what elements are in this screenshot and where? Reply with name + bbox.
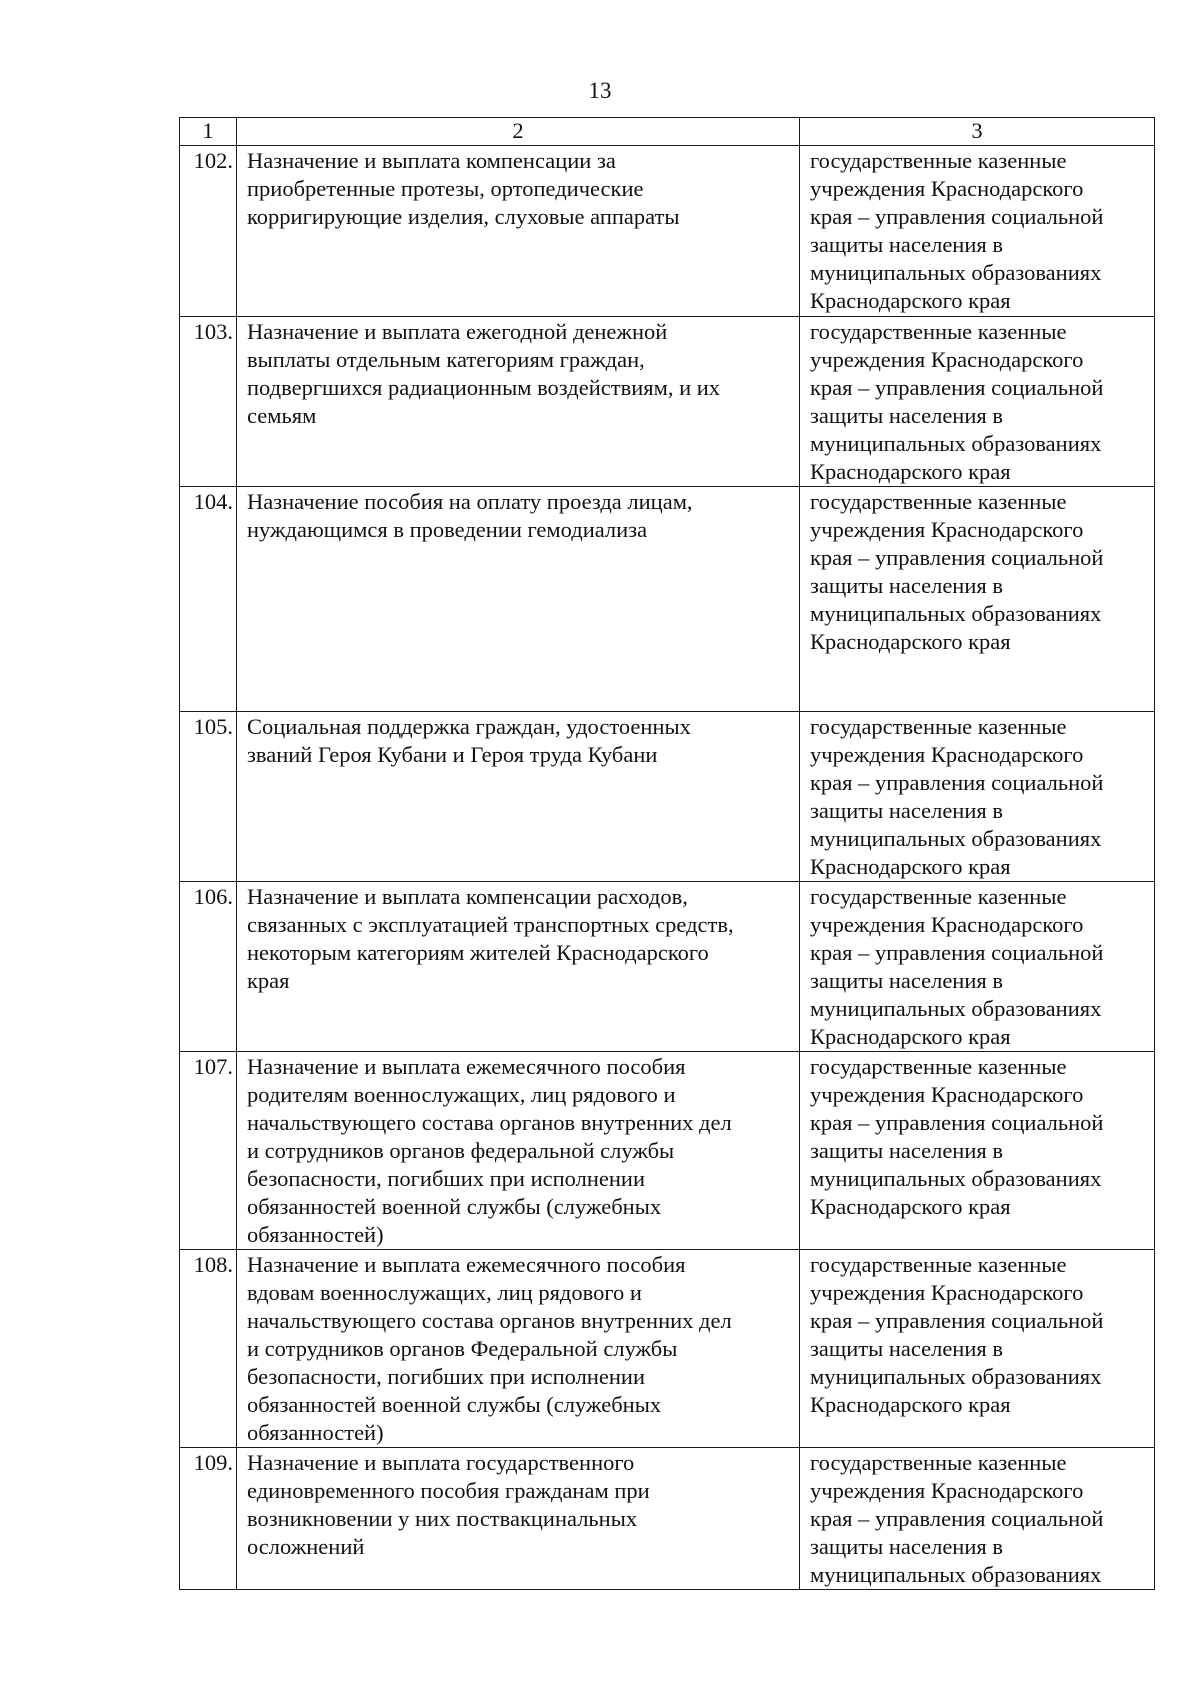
responsible-organization: государственные казенные учреждения Краснодарского края – управления социальной защиты населения в муниципальных образованиях Краснодарского края bbox=[800, 1250, 1155, 1448]
page-number: 13 bbox=[588, 78, 612, 103]
service-description: Назначение и выплата компенсации за приобретенные протезы, ортопедические корригирующие изделия, слуховые аппараты bbox=[237, 146, 800, 317]
row-number: 108. bbox=[180, 1250, 237, 1448]
column-header: 3 bbox=[800, 118, 1155, 146]
row-number: 107. bbox=[180, 1052, 237, 1250]
row-number: 104. bbox=[180, 487, 237, 712]
responsible-organization: государственные казенные учреждения Краснодарского края – управления социальной защиты населения в муниципальных образованиях Краснодарского края bbox=[800, 712, 1155, 882]
service-description: Социальная поддержка граждан, удостоенных званий Героя Кубани и Героя труда Кубани bbox=[237, 712, 800, 882]
responsible-organization: государственные казенные учреждения Краснодарского края – управления социальной защиты населения в муниципальных образованиях Краснодарского края bbox=[800, 317, 1155, 487]
responsible-organization: государственные казенные учреждения Краснодарского края – управления социальной защиты населения в муниципальных образованиях Краснодарского края bbox=[800, 1052, 1155, 1250]
service-description: Назначение и выплата компенсации расходов, связанных с эксплуатацией транспортных средств, некоторым категориям жителей Краснодарского края bbox=[237, 882, 800, 1052]
responsible-organization: государственные казенные учреждения Краснодарского края – управления социальной защиты населения в муниципальных образованиях Краснодарского края bbox=[800, 882, 1155, 1052]
table-row bbox=[180, 487, 1155, 712]
column-header: 2 bbox=[237, 118, 800, 146]
table-row bbox=[180, 882, 1155, 1052]
service-description: Назначение и выплата ежемесячного пособия родителям военнослужащих, лиц рядового и начальствующего состава органов внутренних дел и сотрудников органов федеральной службы безопасности, погибших при исполнении обязанностей военной службы (служебных обязанностей) bbox=[237, 1052, 800, 1250]
responsible-organization: государственные казенные учреждения Краснодарского края – управления социальной защиты населения в муниципальных образованиях Краснодарского края bbox=[800, 146, 1155, 317]
table-header-row bbox=[180, 118, 1155, 146]
table-row bbox=[180, 712, 1155, 882]
table-row bbox=[180, 317, 1155, 487]
service-description: Назначение пособия на оплату проезда лицам, нуждающимся в проведении гемодиализа bbox=[237, 487, 800, 712]
responsible-organization: государственные казенные учреждения Краснодарского края – управления социальной защиты населения в муниципальных образованиях Краснодарского края bbox=[800, 487, 1155, 712]
row-number: 109. bbox=[180, 1448, 237, 1590]
services-table bbox=[179, 117, 1155, 1590]
table-row bbox=[180, 1052, 1155, 1250]
row-number: 102. bbox=[180, 146, 237, 317]
responsible-organization: государственные казенные учреждения Краснодарского края – управления социальной защиты населения в муниципальных образованиях bbox=[800, 1448, 1155, 1590]
row-number: 105. bbox=[180, 712, 237, 882]
row-number: 103. bbox=[180, 317, 237, 487]
row-number: 106. bbox=[180, 882, 237, 1052]
table-row bbox=[180, 1250, 1155, 1448]
table-row bbox=[180, 146, 1155, 317]
column-header: 1 bbox=[180, 118, 237, 146]
service-description: Назначение и выплата ежемесячного пособия вдовам военнослужащих, лиц рядового и начальствующего состава органов внутренних дел и сотрудников органов Федеральной службы безопасности, погибших при исполнении обязанностей военной службы (служебных обязанностей) bbox=[237, 1250, 800, 1448]
service-description: Назначение и выплата ежегодной денежной выплаты отдельным категориям граждан, подвергшихся радиационным воздействиям, и их семьям bbox=[237, 317, 800, 487]
table-row bbox=[180, 1448, 1155, 1590]
service-description: Назначение и выплата государственного единовременного пособия гражданам при возникновении у них поствакцинальных осложнений bbox=[237, 1448, 800, 1590]
